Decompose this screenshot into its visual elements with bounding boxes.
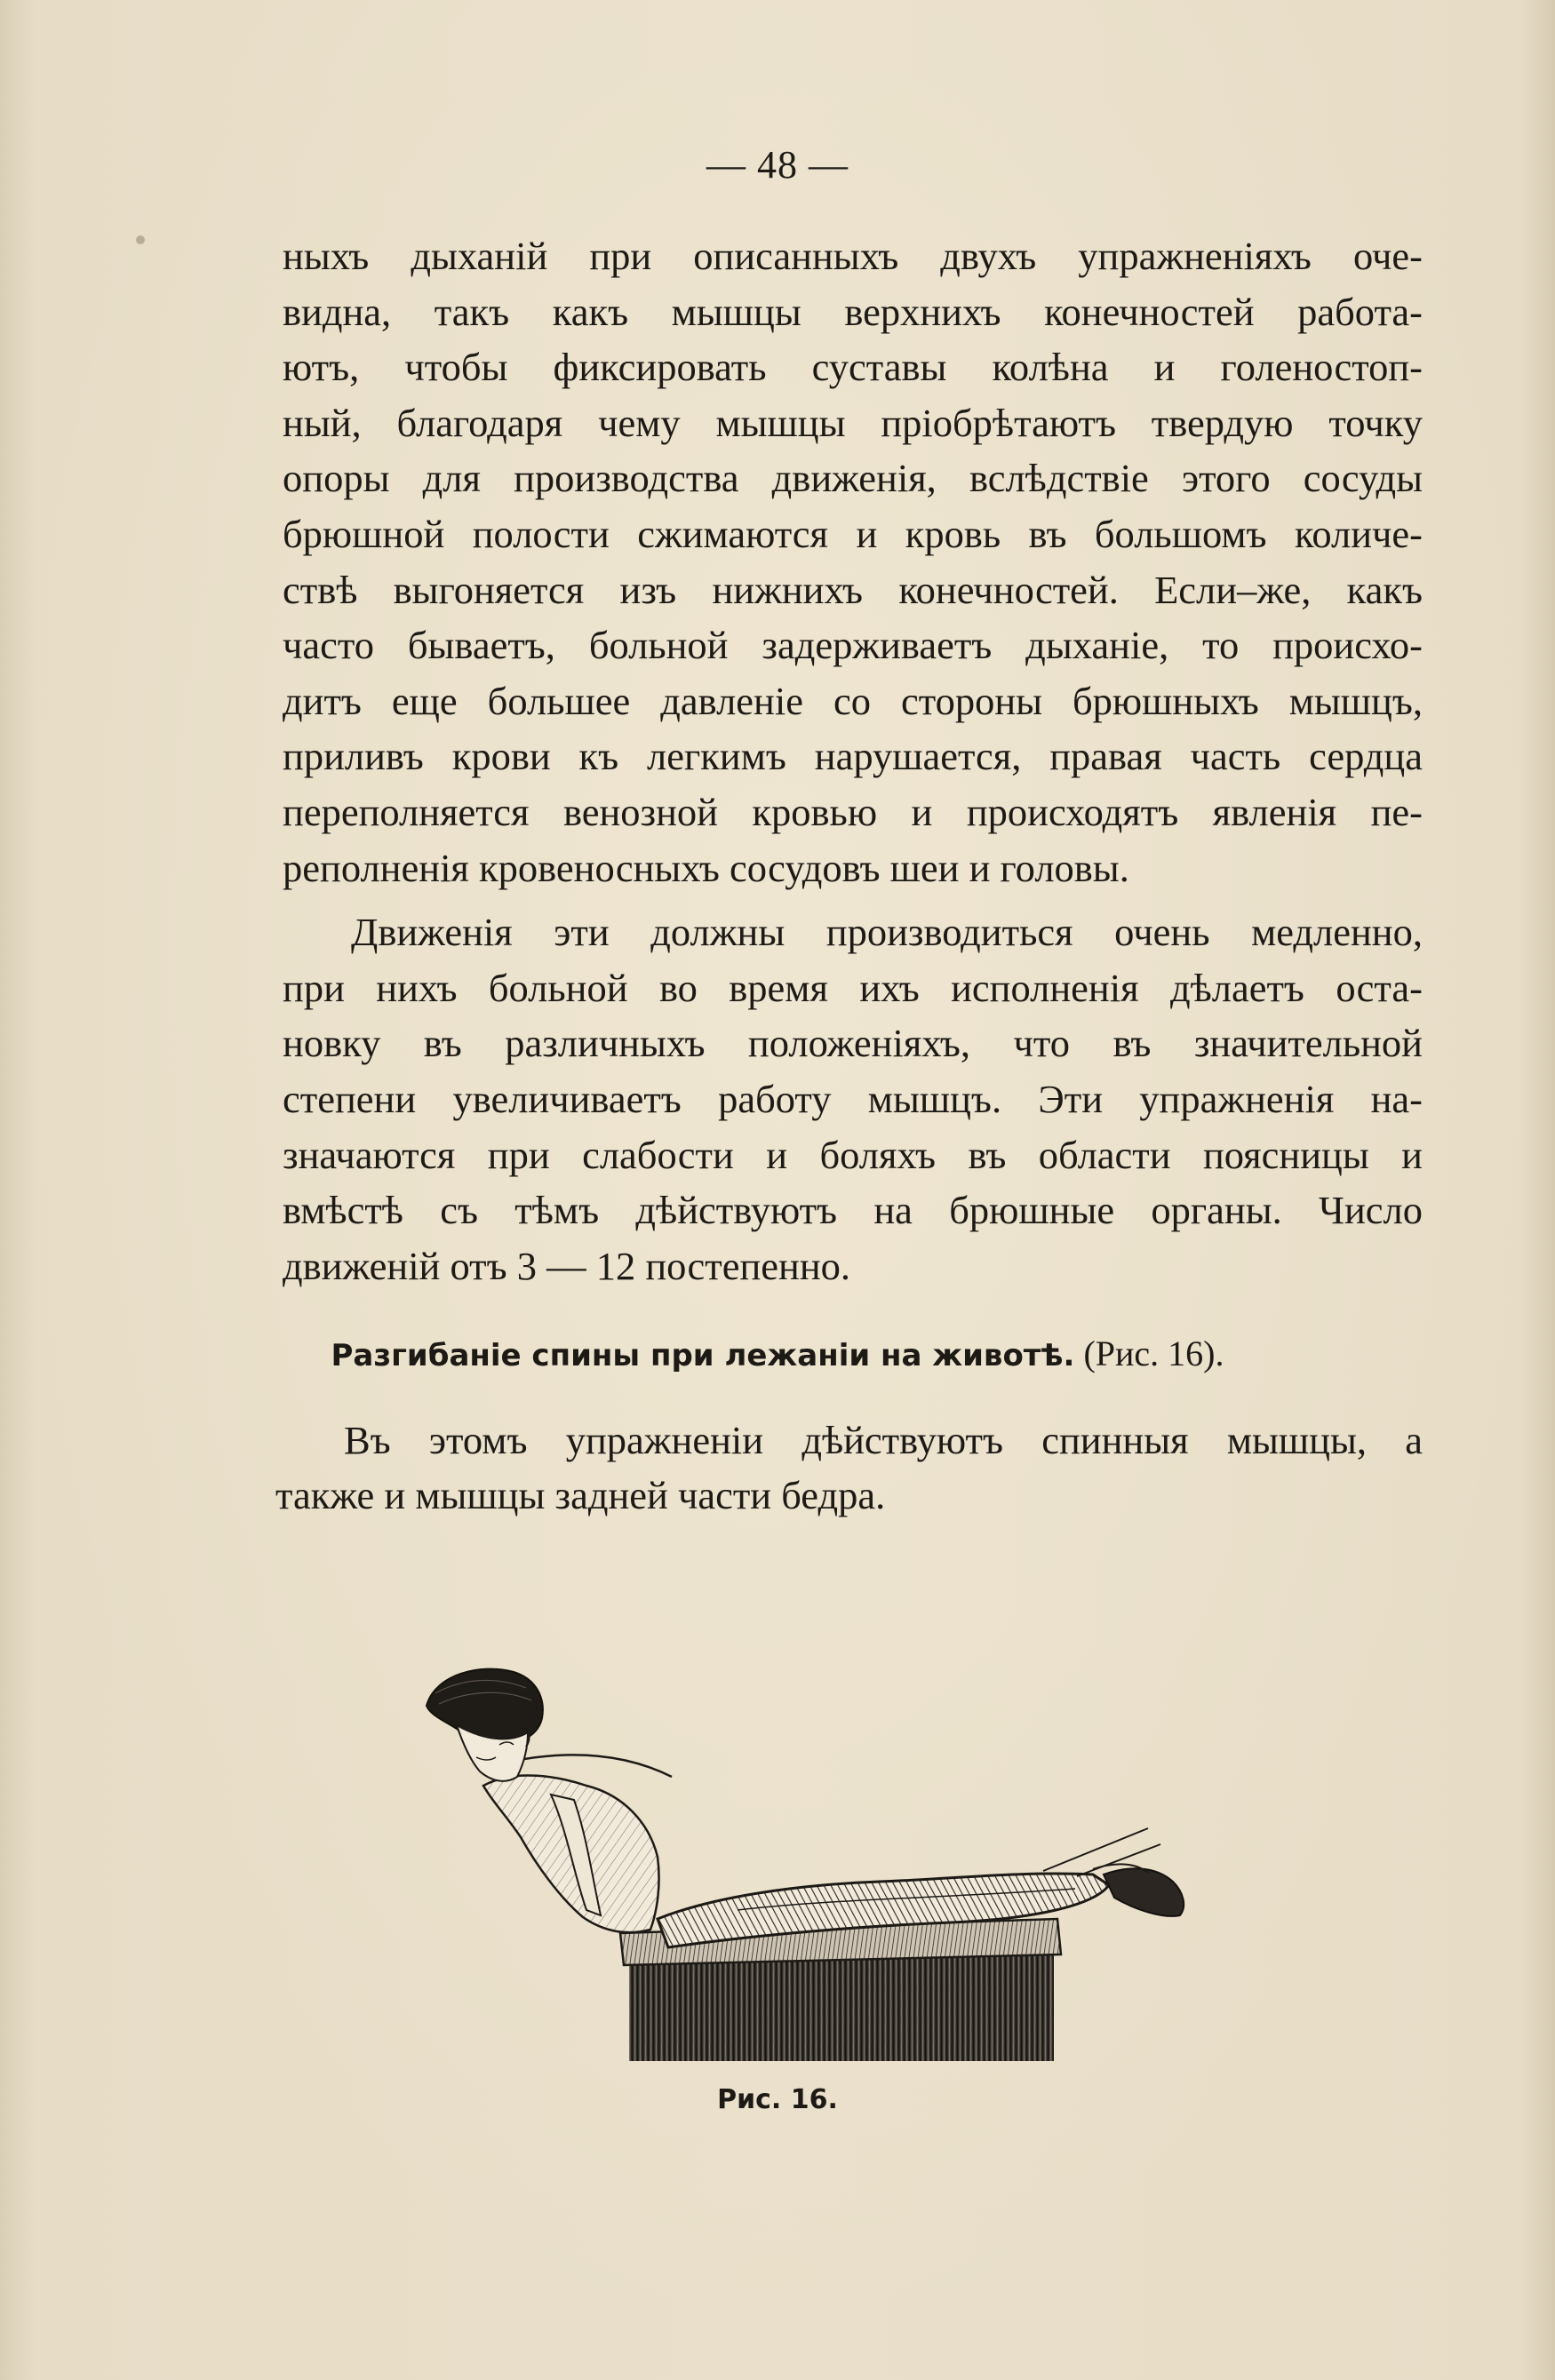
text-line: реполненія кровеносныхъ сосудовъ шеи и головы. — [283, 845, 1129, 890]
body-text — [283, 228, 1423, 1293]
text-line: видна, такъ какъ мышцы верхнихъ конечностей работа- — [283, 289, 1423, 334]
paragraph-2 — [283, 904, 1423, 1293]
text-line: ствѣ выгоняется изъ нижнихъ конечностей. Если–же, какъ — [283, 567, 1423, 612]
text-line: значаются при слабости и боляхъ въ области поясницы и — [283, 1132, 1423, 1177]
figure-caption: Рис. 16. — [717, 2084, 838, 2115]
paper-speck — [136, 235, 145, 244]
text-line: брюшной полости сжимаются и кровь въ большомъ количе- — [283, 511, 1423, 556]
figure-illustration — [418, 1652, 1288, 2088]
text-line: переполняется венозной кровью и происходятъ явленія пе- — [283, 789, 1423, 834]
paragraph-gap — [283, 895, 1423, 904]
text-line: Въ этомъ упражненіи дѣйствуютъ спинныя мышцы, а — [344, 1418, 1423, 1462]
text-line: опоры для производства движенія, вслѣдствіе этого сосуды — [283, 456, 1423, 501]
section-heading-figure-ref: (Рис. 16). — [1083, 1333, 1224, 1373]
engraving-man-back-extension — [418, 1652, 1288, 2088]
text-line: при нихъ больной во время ихъ исполненія дѣлаетъ оста- — [283, 965, 1423, 1010]
text-line: новку въ различныхъ положеніяхъ, что въ значительной — [283, 1021, 1423, 1066]
section-heading — [0, 1333, 1555, 1374]
text-line: вмѣстѣ съ тѣмъ дѣйствуютъ на брюшные органы. Число — [283, 1188, 1423, 1233]
text-line: движеній отъ 3 — 12 постепенно. — [283, 1243, 851, 1288]
text-line: Движенія эти должны производиться очень медленно, — [351, 910, 1423, 955]
text-line: ныхъ дыханій при описанныхъ двухъ упражненіяхъ оче- — [283, 234, 1423, 278]
text-line: приливъ крови къ легкимъ нарушается, правая часть сердца — [283, 734, 1423, 779]
paragraph-3 — [275, 1413, 1423, 1523]
paragraph-1 — [283, 228, 1423, 895]
text-line: дитъ еще большее давленіе со стороны брюшныхъ мышцъ, — [283, 678, 1423, 723]
section-heading-title: Разгибаніе спины при лежаніи на животѣ. — [331, 1338, 1075, 1373]
text-line: степени увеличиваетъ работу мышцъ. Эти упражненія на- — [283, 1076, 1423, 1121]
text-line: ный, благодаря чему мышцы пріобрѣтаютъ твердую точку — [283, 400, 1423, 445]
text-line: также и мышцы задней части бедра. — [275, 1473, 886, 1517]
page-number: — 48 — — [706, 143, 849, 187]
text-line: часто бываетъ, больной задерживаетъ дыханіе, то происхо- — [283, 623, 1423, 668]
text-line: ютъ, чтобы фиксировать суставы колѣна и голеностоп- — [283, 345, 1423, 390]
